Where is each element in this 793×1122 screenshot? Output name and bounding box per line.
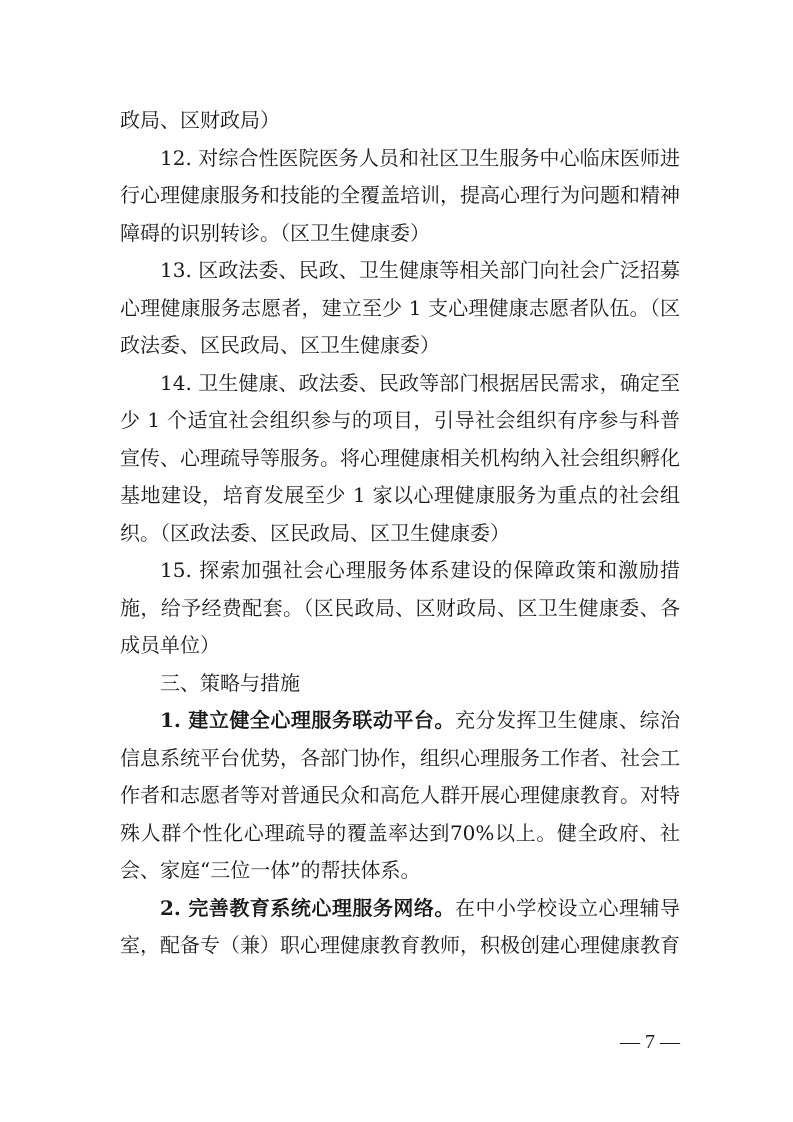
- measure-1-body: 充分发挥卫生健康、综治信息系统平台优势，各部门协作，组织心理服务工作者、社会工作者和志愿者等对普通民众和高危人群开展心理健康教育。对特殊人群个性化心理疏导的覆盖率达到70%以上。健全政府、社会、家庭“三位一体”的帮扶体系。: [120, 708, 681, 882]
- document-body: [120, 102, 680, 965]
- page-number: — 7 —: [620, 1031, 680, 1053]
- measure-1-paragraph: [120, 702, 680, 890]
- measure-1-title: 1. 建立健全心理服务联动平台。: [160, 708, 455, 732]
- item-12-paragraph: 12. 对综合性医院医务人员和社区卫生服务中心临床医师进行心理健康服务和技能的全覆盖培训，提高心理行为问题和精神障碍的识别转诊。（区卫生健康委）: [120, 145, 680, 245]
- measure-2-body: 在中小学校设立心理辅导室，配备专（兼）职心理健康教育教师，积极创建心理健康教育: [120, 895, 681, 957]
- section-heading: 三、策略与措施: [160, 670, 300, 695]
- continuation-paragraph: 政局、区财政局）: [120, 108, 280, 132]
- measure-2-paragraph: [120, 890, 680, 965]
- measure-2-title: 2. 完善教育系统心理服务网络。: [160, 895, 455, 920]
- item-13-paragraph: 13. 区政法委、民政、卫生健康等相关部门向社会广泛招募心理健康服务志愿者，建立至少 1 支心理健康志愿者队伍。（区政法委、区民政局、区卫生健康委）: [120, 258, 680, 357]
- item-14-paragraph: 14. 卫生健康、政法委、民政等部门根据居民需求，确定至少 1 个适宜社会组织参与的项目，引导社会组织有序参与科普宣传、心理疏导等服务。将心理健康相关机构纳入社会组织孵化基地建设，培育发展至少 1 家以心理健康服务为重点的社会组织。（区政法委、区民政局、区卫生健康委）: [120, 370, 680, 545]
- item-15-paragraph: 15. 探索加强社会心理服务体系建设的保障政策和激励措施，给予经费配套。（区民政局、区财政局、区卫生健康委、各成员单位）: [120, 558, 680, 657]
